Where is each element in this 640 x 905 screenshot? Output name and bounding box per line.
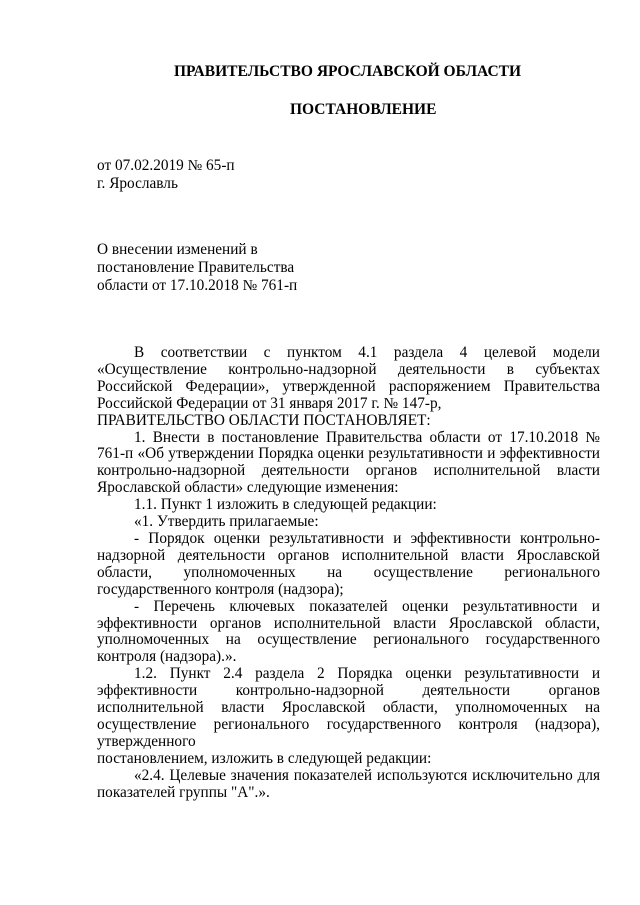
subject-line-2: постановление Правительства bbox=[97, 259, 295, 276]
item-1-1-paragraph: 1.1. Пункт 1 изложить в следующей редакции: bbox=[134, 496, 437, 514]
item-1-2-continuation: постановлением, изложить в следующей редакции: bbox=[97, 749, 432, 767]
subject-line-1: О внесении изменений в bbox=[97, 241, 258, 258]
document-meta bbox=[97, 157, 235, 193]
item-1-paragraph: 1. Внести в постановление Правительства области от 17.10.2018 № 761-п «Об утверждении Порядка оценки результативности и эффективности контрольно-надзорной деятельности органов исполнительной власти Ярославской области» следующие изменения: bbox=[97, 428, 600, 497]
city: г. Ярославль bbox=[97, 175, 178, 192]
indicators-list-item: - Перечень ключевых показателей оценки результативности и эффективности органов исполнительной власти Ярославской области, уполномоченных на осуществление регионального государственного контроля (надзора).». bbox=[97, 597, 600, 666]
item-2-4-paragraph: «2.4. Целевые значения показателей используются исключительно для показателей группы "А".». bbox=[97, 766, 600, 801]
resolves-line: ПРАВИТЕЛЬСТВО ОБЛАСТИ ПОСТАНОВЛЯЕТ: bbox=[97, 411, 431, 429]
subject-line-3: области от 17.10.2018 № 761-п bbox=[97, 277, 298, 294]
item-1-2-paragraph: 1.2. Пункт 2.4 раздела 2 Порядка оценки результативности и эффективности контрольно-надзорной деятельности органов исполнительной власти Ярославской области, уполномоченных на осуществление регионального государственного контроля (надзора), утвержденного bbox=[97, 665, 600, 750]
preamble-paragraph: В соответствии с пунктом 4.1 раздела 4 целевой модели «Осуществление контрольно-надзорной деятельности в субъектах Российской Федерации», утвержденной распоряжением Правительства Российской Федерации от 31 января 2017 г. № 147-р, bbox=[97, 344, 600, 412]
document-type-heading: ПОСТАНОВЛЕНИЕ bbox=[290, 101, 437, 118]
approve-paragraph: «1. Утвердить прилагаемые: bbox=[134, 513, 319, 531]
document-subject bbox=[97, 241, 297, 295]
government-heading: ПРАВИТЕЛЬСТВО ЯРОСЛАВСКОЙ ОБЛАСТИ bbox=[174, 63, 522, 80]
procedure-item: - Порядок оценки результативности и эффективности контрольно-надзорной деятельности органов исполнительной власти Ярославской области, уполномоченных на осуществление регионального государственного контроля (надзора); bbox=[97, 529, 600, 598]
date-number: от 07.02.2019 № 65-п bbox=[97, 157, 235, 174]
document-body bbox=[97, 345, 600, 801]
